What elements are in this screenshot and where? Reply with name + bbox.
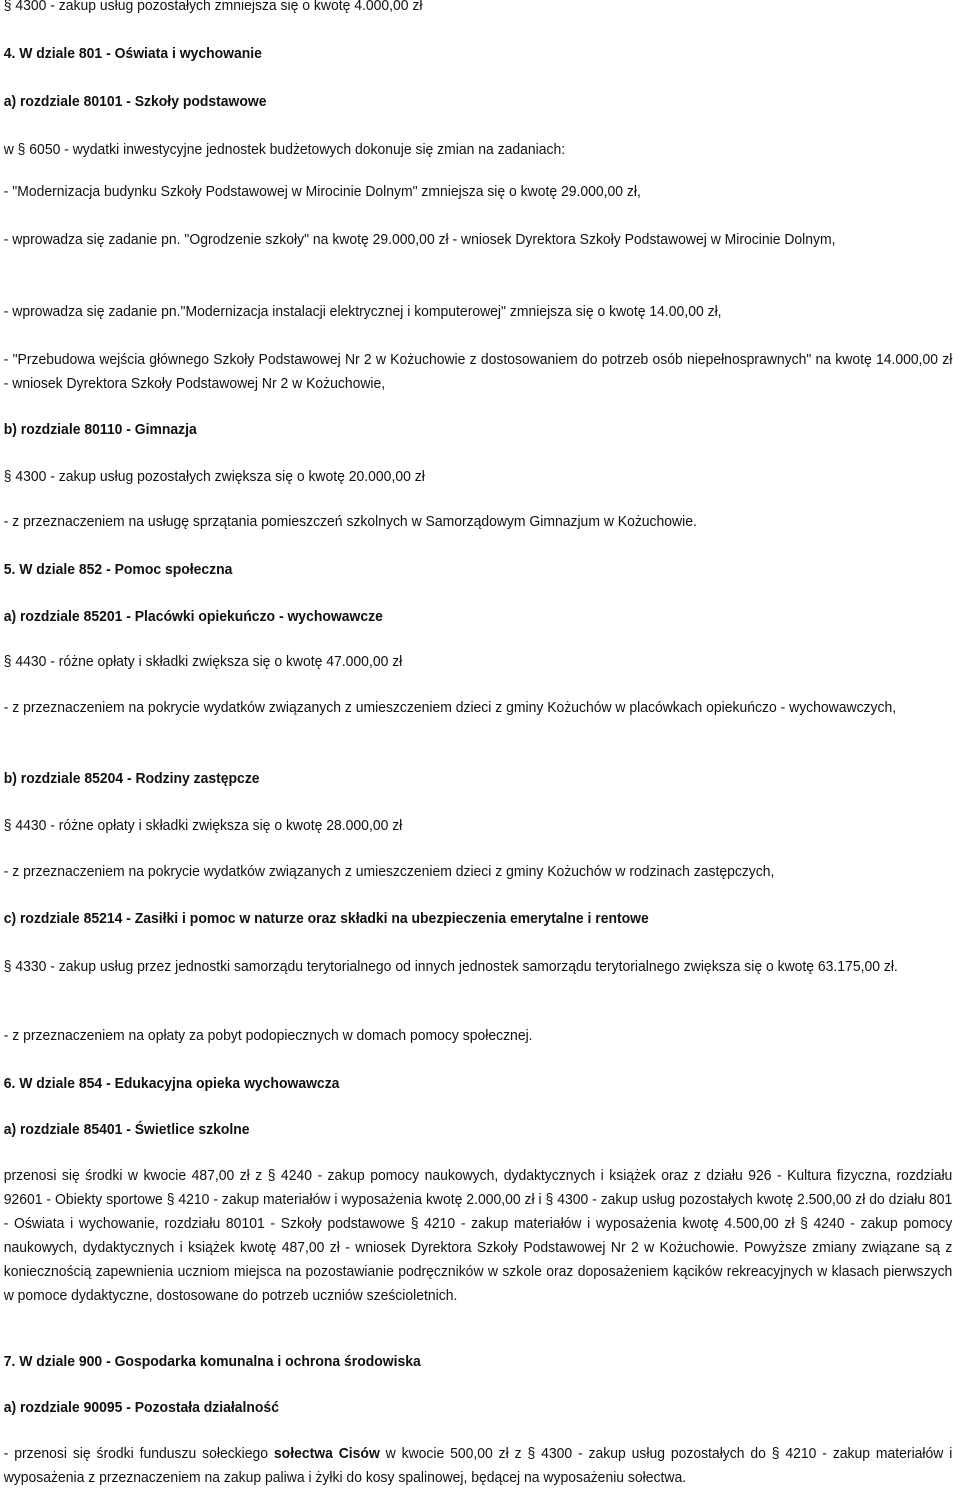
section-heading-801: 4. W dziale 801 - Oświata i wychowanie bbox=[3, 45, 262, 62]
subsection-heading-80110: b) rozdziale 80110 - Gimnazja bbox=[3, 421, 197, 438]
paragraph-6050: w § 6050 - wydatki inwestycyjne jednostek budżetowych dokonuje się zmian na zadaniach: bbox=[3, 141, 566, 158]
budget-line-4330: § 4330 - zakup usług przez jednostki samorządu terytorialnego od innych jednostek samorządu terytorialnego zwiększa się o kwotę 63.175,00 zł. bbox=[3, 958, 898, 975]
section-heading-900: 7. W dziale 900 - Gospodarka komunalna i ochrona środowiska bbox=[3, 1353, 421, 1370]
fund-transfer-intro: - przenosi się środki funduszu sołeckiego bbox=[3, 1445, 274, 1462]
item-entrance-reconstruction: - "Przebudowa wejścia głównego Szkoły Podstawowej Nr 2 w Kożuchowie z dostosowaniem do potrzeb osób niepełnosprawnych" na kwotę 14.000,00 zł - wniosek Dyrektora Szkoły Podstawowej Nr 2 w Kożuchowie, bbox=[3, 351, 953, 392]
section-heading-852: 5. W dziale 852 - Pomoc społeczna bbox=[3, 561, 233, 578]
subsection-heading-80101: a) rozdziale 80101 - Szkoły podstawowe bbox=[3, 93, 267, 110]
budget-line-4300-decrease: § 4300 - zakup usług pozostałych zmniejsza się o kwotę 4.000,00 zł bbox=[3, 0, 423, 14]
subsection-heading-85204: b) rozdziale 85204 - Rodziny zastępcze bbox=[3, 770, 260, 787]
subsection-heading-85401: a) rozdziale 85401 - Świetlice szkolne bbox=[3, 1121, 250, 1138]
fund-transfer-rest: w kwocie 500,00 zł z § 4300 - zakup usług pozostałych do § 4210 - zakup materiałów i wyposażenia z przeznaczeniem na zakup paliwa i żyłki do kosy spalinowej, będącej na wyposażeniu sołectwa. bbox=[3, 1445, 953, 1486]
subsection-heading-85214: c) rozdziale 85214 - Zasiłki i pomoc w naturze oraz składki na ubezpieczenia emerytalne i rentowe bbox=[3, 910, 649, 927]
purpose-care-homes: - z przeznaczeniem na opłaty za pobyt podopiecznych w domach pomocy społecznej. bbox=[3, 1027, 533, 1044]
purpose-care-facilities: - z przeznaczeniem na pokrycie wydatków związanych z umieszczeniem dzieci z gminy Kożuchów w placówkach opiekuńczo - wychowawczych, bbox=[3, 699, 897, 716]
solectwo-name: sołectwa Cisów bbox=[273, 1445, 380, 1462]
item-electrical-modernization: - wprowadza się zadanie pn."Modernizacja instalacji elektrycznej i komputerowej" zmniejsza się o kwotę 14.00,00 zł, bbox=[3, 303, 722, 320]
paragraph-transfer-85401: przenosi się środki w kwocie 487,00 zł z § 4240 - zakup pomocy naukowych, dydaktycznych i książek oraz z działu 926 - Kultura fizyczna, rozdziału 92601 - Obiekty sportowe § 4210 - zakup materiałów i wyposażenia kwotę 2.000,00 zł i § 4300 - zakup usług pozostałych kwotę 2.500,00 zł do działu 801 - Oświata i wychowanie, rozdziału 80101 - Szkoły podstawowe § 4210 - zakup materiałów i wyposażenia kwotę 4.500,00 zł § 4240 - zakup pomocy naukowych, dydaktycznych i książek kwotę 487,00 zł - wniosek Dyrektora Szkoły Podstawowej Nr 2 w Kożuchowie. Powyższe zmiany związane są z koniecznością zapewnienia uczniom miejsca na pozostawianie podręczników w szkole oraz doposażeniem kącików rekreacyjnych w klasach pierwszych w pomoce dydaktyczne, dostosowane do potrzeb uczniów sześcioletnich. bbox=[3, 1167, 953, 1304]
subsection-heading-90095: a) rozdziale 90095 - Pozostała działalność bbox=[3, 1399, 279, 1416]
purpose-cleaning-services: - z przeznaczeniem na usługę sprzątania pomieszczeń szkolnych w Samorządowym Gimnazjum w Kożuchowie. bbox=[3, 513, 697, 530]
budget-line-4430-47000: § 4430 - różne opłaty i składki zwiększa się o kwotę 47.000,00 zł bbox=[3, 653, 403, 670]
budget-line-4430-28000: § 4430 - różne opłaty i składki zwiększa się o kwotę 28.000,00 zł bbox=[3, 817, 403, 834]
paragraph-fund-transfer-cisow bbox=[4, 1442, 953, 1490]
purpose-foster-families: - z przeznaczeniem na pokrycie wydatków związanych z umieszczeniem dzieci z gminy Kożuchów w rodzinach zastępczych, bbox=[3, 863, 775, 880]
section-heading-854: 6. W dziale 854 - Edukacyjna opieka wychowawcza bbox=[3, 1075, 340, 1092]
budget-line-4300-increase: § 4300 - zakup usług pozostałych zwiększa się o kwotę 20.000,00 zł bbox=[3, 468, 425, 485]
item-fence-school: - wprowadza się zadanie pn. "Ogrodzenie szkoły" na kwotę 29.000,00 zł - wniosek Dyrektora Szkoły Podstawowej w Mirocinie Dolnym, bbox=[3, 231, 836, 248]
subsection-heading-85201: a) rozdziale 85201 - Placówki opiekuńczo - wychowawcze bbox=[3, 608, 383, 625]
item-modernization-mirocin: - "Modernizacja budynku Szkoły Podstawowej w Mirocinie Dolnym" zmniejsza się o kwotę 29.000,00 zł, bbox=[3, 183, 641, 200]
